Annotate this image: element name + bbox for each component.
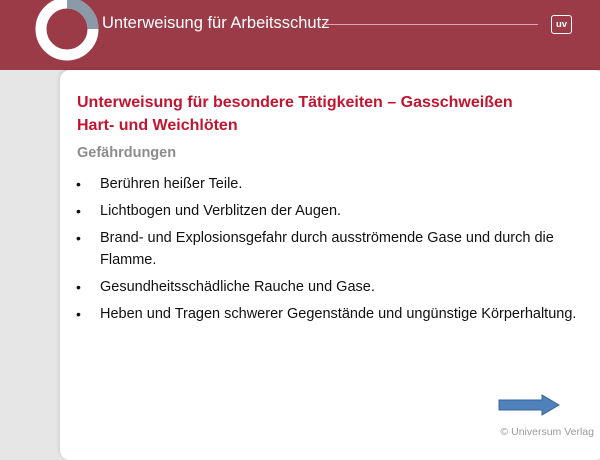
slide-title <box>77 91 577 137</box>
uv-badge-logo: uv <box>551 15 572 34</box>
next-slide-arrow-icon[interactable] <box>498 394 560 416</box>
bullet-icon: • <box>76 176 81 192</box>
list-item <box>76 303 596 325</box>
bullet-icon: • <box>76 203 81 219</box>
header-divider <box>322 24 538 25</box>
bullet-icon: • <box>76 306 81 322</box>
list-item-text: Berühren heißer Teile. <box>100 176 243 192</box>
list-item-text: Lichtbogen und Verblitzen der Augen. <box>100 203 342 219</box>
list-item-text: Brand- und Explosionsgefahr durch ausströmende Gase und durch die Flamme. <box>100 230 554 268</box>
uv-ring-logo <box>30 0 104 66</box>
list-item <box>76 227 596 271</box>
hazard-list <box>76 173 596 330</box>
list-item <box>76 276 596 298</box>
header-title: Unterweisung für Arbeitsschutz <box>102 14 330 32</box>
list-item <box>76 173 596 195</box>
slide-subtitle: Gefährdungen <box>77 145 177 161</box>
slide-title-line-1: Unterweisung für besondere Tätigkeiten – Gasschweißen <box>77 94 513 111</box>
copyright-text: © Universum Verlag <box>500 426 594 438</box>
list-item <box>76 200 596 222</box>
bullet-icon: • <box>76 279 81 295</box>
list-item-text: Gesundheitsschädliche Rauche und Gase. <box>100 279 375 295</box>
slide-title-line-2: Hart- und Weichlöten <box>77 117 238 134</box>
list-item-text: Heben und Tragen schwerer Gegenstände und ungünstige Körperhaltung. <box>100 306 577 322</box>
header-bar <box>0 0 600 70</box>
bullet-icon: • <box>76 230 81 246</box>
